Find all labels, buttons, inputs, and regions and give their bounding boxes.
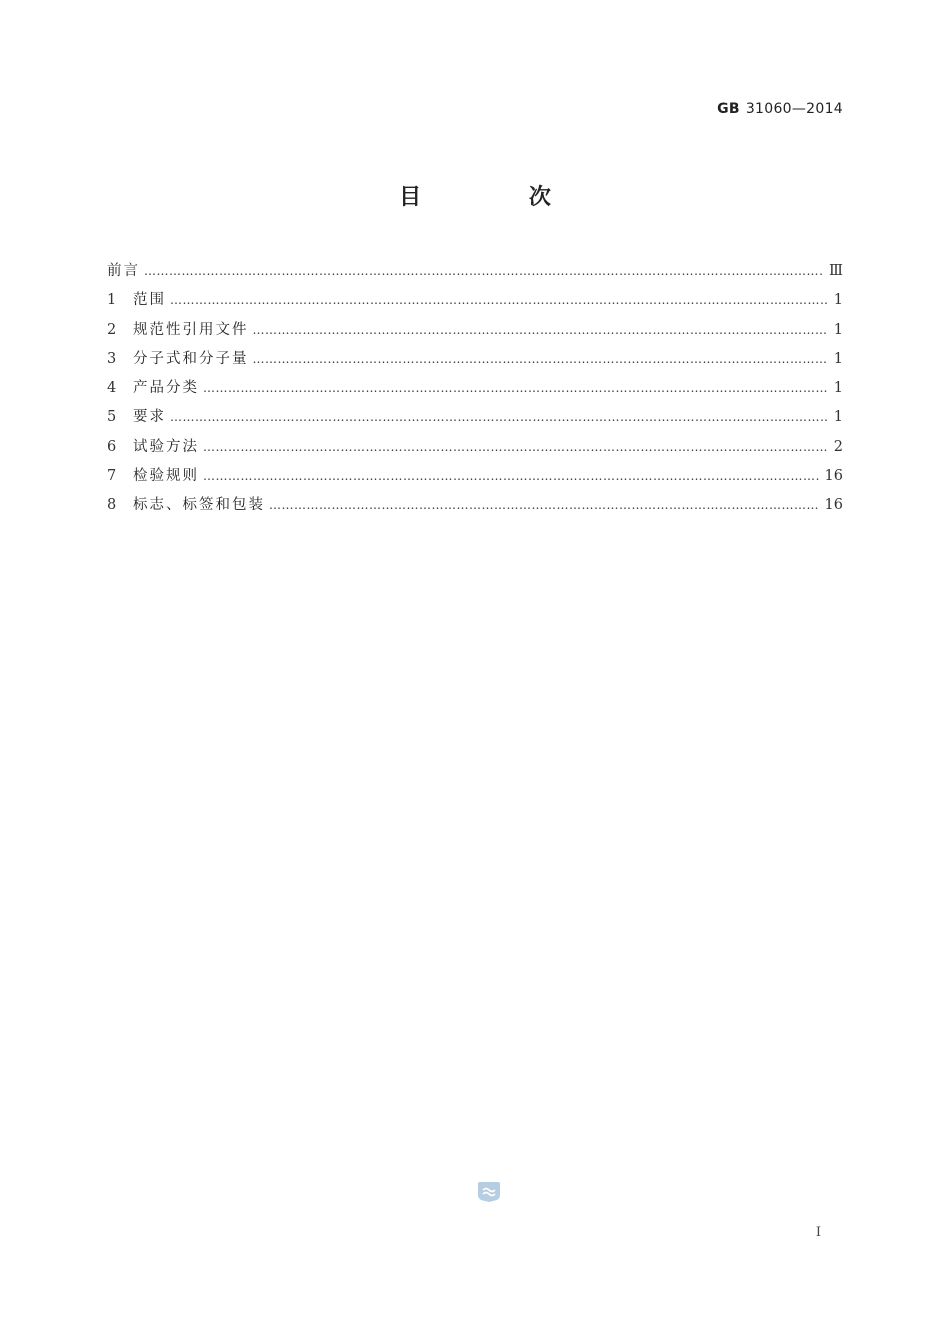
toc-entry-page: 1	[833, 292, 843, 309]
toc-title: 目 次	[399, 185, 601, 210]
standard-number: 31060—2014	[745, 101, 843, 117]
toc-entry-label: 检验规则	[133, 468, 199, 485]
toc-entry-page: 1	[833, 409, 843, 426]
toc-entry-number: 5	[107, 409, 117, 426]
toc-entry-page: Ⅲ	[829, 263, 843, 279]
toc-entry-6[interactable]	[107, 435, 843, 464]
table-of-contents	[107, 259, 843, 523]
toc-dot-leader	[170, 410, 828, 424]
page-number: I	[815, 1225, 821, 1240]
toc-entry-4[interactable]	[107, 376, 843, 405]
toc-dot-leader	[203, 469, 819, 483]
toc-dot-leader	[203, 381, 828, 395]
toc-entry-number: 7	[107, 468, 117, 485]
toc-entry-2[interactable]	[107, 318, 843, 347]
toc-entry-page: 16	[824, 497, 843, 514]
toc-entry-label: 产品分类	[133, 380, 199, 397]
toc-entry-number: 2	[107, 321, 117, 338]
toc-entry-page: 1	[833, 350, 843, 367]
toc-entry-page: 1	[833, 321, 843, 338]
toc-entry-number: 8	[107, 497, 117, 514]
toc-entry-label: 要求	[133, 409, 166, 426]
toc-entry-label: 试验方法	[133, 438, 199, 455]
toc-entry-label: 规范性引用文件	[133, 321, 249, 338]
spc-logo-icon	[477, 1181, 501, 1203]
toc-entry-label: 分子式和分子量	[133, 350, 249, 367]
toc-entry-5[interactable]	[107, 405, 843, 434]
standard-prefix: GB	[717, 101, 740, 117]
toc-entry-number: 3	[107, 350, 117, 367]
toc-entry-label: 前言	[107, 263, 140, 279]
toc-entry-8[interactable]	[107, 493, 843, 522]
toc-entry-number: 4	[107, 380, 117, 397]
toc-entry-label: 范围	[133, 292, 166, 309]
toc-entry-3[interactable]	[107, 347, 843, 376]
toc-dot-leader	[144, 264, 823, 278]
standard-code	[717, 101, 843, 117]
toc-entry-7[interactable]	[107, 464, 843, 493]
toc-dot-leader	[203, 440, 828, 454]
toc-dot-leader	[253, 352, 828, 366]
toc-entry-foreword[interactable]	[107, 259, 843, 288]
toc-entry-number: 1	[107, 292, 117, 309]
toc-dot-leader	[253, 323, 828, 337]
toc-entry-page: 1	[833, 380, 843, 397]
toc-dot-leader	[269, 498, 819, 512]
toc-entry-number: 6	[107, 438, 117, 455]
toc-entry-1[interactable]	[107, 288, 843, 317]
toc-dot-leader	[170, 293, 828, 307]
toc-entry-page: 2	[833, 438, 843, 455]
toc-entry-label: 标志、标签和包装	[133, 497, 265, 514]
toc-entry-page: 16	[824, 468, 843, 485]
